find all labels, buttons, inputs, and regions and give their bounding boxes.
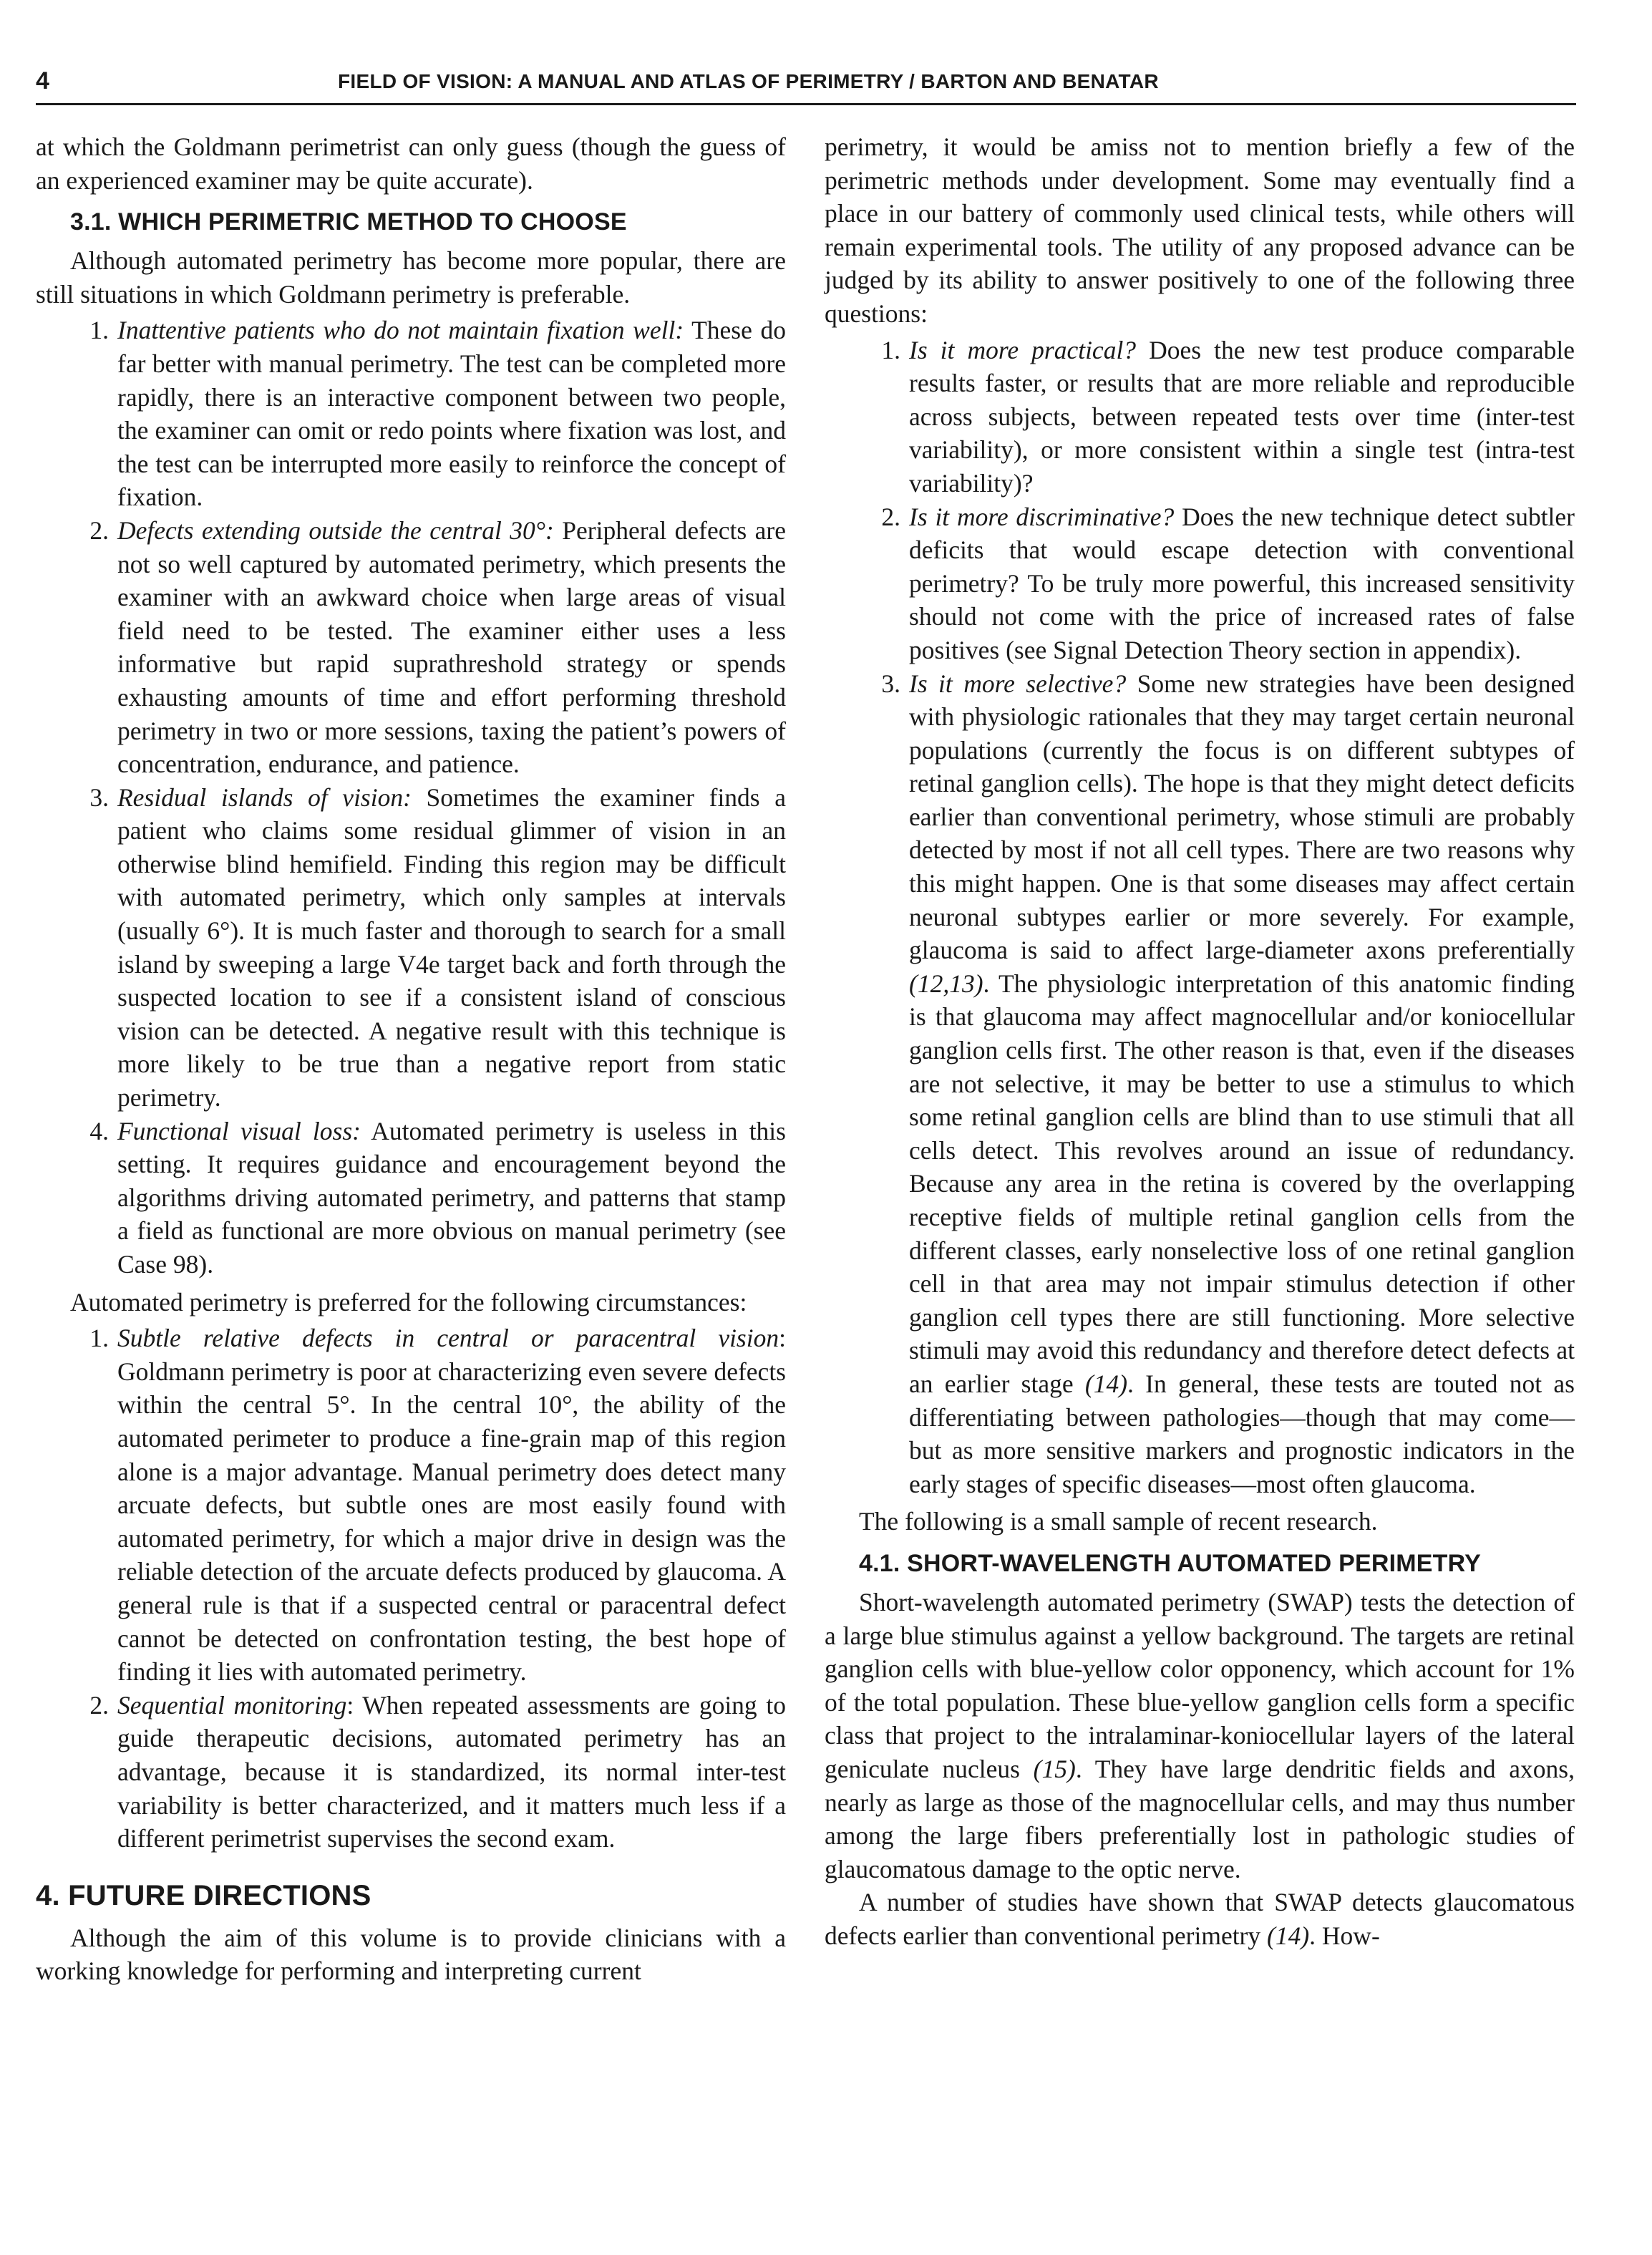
list-item [825,500,1575,667]
list-item-lead: Sequential monitoring [117,1690,347,1720]
list-item-text: Does the new test produce comparable results faster, or results that are more reliable and reproducible across subjects, between repeated tests over time (inter-test variability), or more consistent within a single test (intra-test variability)? [909,335,1575,498]
list-item [36,514,786,781]
swap-paragraph-2 [825,1886,1575,1952]
section-4-1-heading: 4.1. SHORT-WAVELENGTH AUTOMATED PERIMETRY [859,1549,1481,1577]
section-4-intro: Although the aim of this volume is to provide clinicians with a working knowledge for performing and interpreting current [36,1923,786,1986]
citation: (15) [1033,1754,1076,1783]
list-number: 2. [881,502,900,531]
list-number: 2. [89,515,109,545]
list-item-lead: Inattentive patients who do not maintain fixation well: [117,316,684,345]
paragraph-text: . How- [1309,1921,1380,1950]
list-item-text: . In general, these tests are touted not as differentiating between pathologies—though that may come—but as more sensitive markers and prognostic indicators in the early stages of specific diseases—most often glaucoma. [909,1369,1575,1498]
list-number: 2. [89,1690,109,1720]
list-item-text: : Goldmann perimetry is poor at characterizing even severe defects within the central 5°. In the central 10°, the ability of the automated perimeter to produce a fine-grain map of this region alone is a major advantage. Manual perimetry does detect many arcuate defects, but subtle ones are most easily found with automated perimetry, for which a major drive in design was the reliable detection of the arcuate defects produced by glaucoma. A general rule is that if a suspected central or paracentral defect cannot be detected on confrontation testing, the best hope of finding it lies with automated perimetry. [117,1324,786,1687]
swap-paragraph-1 [825,1586,1575,1886]
list-number: 3. [89,782,109,812]
list-item [36,1115,786,1281]
paragraph-text: . They have large dendritic fields and axons, nearly as large as those of the magnocellular cells, and may thus number among the large fibers preferentially lost in pathologic studies of glaucomatous damage to the optic nerve. [825,1754,1575,1883]
list-item-text: These do far better with manual perimetry. The test can be completed more rapidly, there is an interactive component between two people, the examiner can omit or redo points where fixation was lost, and the test can be interrupted more easily to reinforce the concept of fixation. [117,316,786,512]
list-item-text: Peripheral defects are not so well captured by automated perimetry, which presents the examiner with an awkward choice when large areas of visual field need to be tested. The examiner either uses a less informative but rapid suprathreshold strategy or spends exhausting amounts of time and effort performing threshold perimetry in two or more sessions, taxing the patient’s powers of concentration, endurance, and patience. [117,515,786,779]
list-item [825,334,1575,500]
citation: (14) [1084,1369,1128,1398]
list-item-text: Some new strategies have been designed with physiologic rationales that they may target certain neuronal populations (currently the focus is on different subtypes of retinal ganglion cells). The hope is that they might detect deficits earlier than conventional perimetry, whose stimuli are probably detected by most if not all cell types. There are two reasons why this might happen. One is that some diseases may affect certain neuronal subtypes earlier or more severely. For example, glaucoma is said to affect large-diameter axons preferentially [909,669,1575,965]
running-header [36,63,1576,105]
list-number: 1. [881,335,900,364]
running-title: FIELD OF VISION: A MANUAL AND ATLAS OF PERIMETRY / BARTON AND BENATAR [338,70,1159,92]
paragraph-text: A number of studies have shown that SWAP detects glaucomatous defects earlier than conventional perimetry [825,1888,1575,1950]
list-item-text: . The physiologic interpretation of this anatomic finding is that glaucoma may affect magnocellular and/or koniocellular ganglion cells first. The other reason is that, even if the diseases are not selective, it may be better to use a stimulus to which some retinal ganglion cells are blind than to use stimuli that all cells detect. This revolves around an issue of redundancy. Because any area in the retina is covered by the overlapping receptive fields of multiple retinal ganglion cells from the different classes, early nonselective loss of one retinal ganglion cell in that area may not impair stimulus detection if other ganglion cell types there are still functioning. More selective stimuli may avoid this redundancy and therefore detect defects at an earlier stage [909,969,1575,1398]
list-item-text: Sometimes the examiner finds a patient who claims some residual glimmer of vision in an otherwise blind hemifield. Finding this region may be difficult with automated perimetry, which only samples at intervals (usually 6°). It is much faster and thorough to search for a small island by sweeping a large V4e target back and forth through the suspected location to see if a consistent island of conscious vision can be detected. A negative result with this technique is more likely to be true than a negative report from static perimetry. [117,782,787,1112]
sample-note: The following is a small sample of recent research. [859,1507,1378,1536]
list-item [36,781,786,1115]
automated-preferred-list [36,1322,786,1856]
paragraph-continued: perimetry, it would be amiss not to mention briefly a few of the perimetric methods under development. Some may eventually find a place in our battery of commonly used clinical tests, while others will remain experimental tools. The utility of any proposed advance can be judged by its ability to answer positively to one of the following three questions: [825,132,1575,328]
list-item [36,314,786,514]
list-item-text: Automated perimetry is useless in this setting. It requires guidance and encouragement beyond the algorithms driving automated perimetry, and patterns that stamp a field as functional are more obvious on manual perimetry (see Case 98). [117,1116,786,1279]
paragraph-continued: at which the Goldmann perimetrist can only guess (though the guess of an experienced examiner may be quite accurate). [36,132,786,195]
page-number: 4 [36,67,49,94]
list-item-lead: Residual islands of vision: [117,782,412,812]
paragraph-text: Short-wavelength automated perimetry (SWAP) tests the detection of a large blue stimulus against a yellow background. The targets are retinal ganglion cells with blue-yellow color opponency, which account for 1% of the total population. These blue-yellow ganglion cells form a specific class that project to the intralaminar-koniocellular layers of the lateral geniculate nucleus [825,1587,1575,1783]
list-item-lead: Is it more practical? [909,335,1137,364]
list-number: 3. [881,669,900,698]
goldmann-preferred-list [36,314,786,1281]
left-column [36,130,786,1988]
list-number: 1. [89,1324,109,1353]
section-3-1-heading: 3.1. WHICH PERIMETRIC METHOD TO CHOOSE [70,208,627,236]
list-item-text: Does the new technique detect subtler deficits that would escape detection with conventional perimetry? To be truly more powerful, this increased sensitivity should not come with the price of increased rates of false positives (see Signal Detection Theory section in appendix). [909,502,1575,664]
list-item-lead: Is it more discriminative? [909,502,1175,531]
right-column [825,130,1575,1952]
list-item [36,1322,786,1689]
citation: (14) [1267,1921,1310,1950]
section-4-heading: 4. FUTURE DIRECTIONS [36,1879,371,1911]
automated-intro: Automated perimetry is preferred for the following circumstances: [70,1287,747,1316]
list-item-lead: Defects extending outside the central 30°: [117,515,554,545]
list-item [36,1689,786,1856]
list-number: 4. [89,1116,109,1145]
list-item [825,667,1575,1501]
citation: (12,13) [909,969,983,998]
section-3-1-intro: Although automated perimetry has become more popular, there are still situations in which Goldmann perimetry is preferable. [36,246,786,309]
list-item-lead: Functional visual loss: [117,1116,361,1145]
list-item-lead: Is it more selective? [909,669,1127,698]
list-number: 1. [89,316,109,345]
list-item-text: : When repeated assessments are going to guide therapeutic decisions, automated perimetry has an advantage, because it is standardized, its normal inter-test variability is better characterized, and it matters much less if a different perimetrist supervises the second exam. [117,1690,786,1853]
list-item-lead: Subtle relative defects in central or paracentral vision [117,1324,779,1353]
questions-list [825,334,1575,1501]
